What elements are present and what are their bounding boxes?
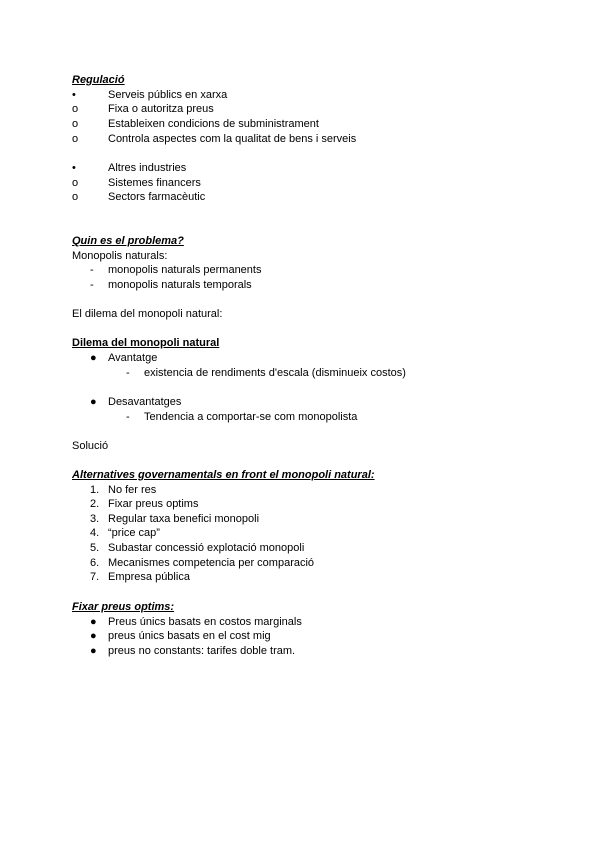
heading-fixar-preus: Fixar preus optims: (72, 601, 175, 613)
list-item: Fixar preus optims (108, 498, 199, 510)
list-number: 2. (90, 498, 100, 510)
list-number: 7. (90, 571, 100, 583)
list-item: preus únics basats en el cost mig (108, 630, 271, 642)
list-item: Sistemes financers (108, 177, 201, 189)
bullet-icon: ● (90, 616, 97, 628)
bullet-icon: ● (90, 396, 97, 408)
heading-problema: Quin es el problema? (72, 235, 184, 247)
list-item: Preus únics basats en costos marginals (108, 616, 302, 628)
bullet-icon: ● (90, 352, 97, 364)
list-item: Serveis públics en xarxa (108, 89, 228, 101)
list-marker: o (72, 133, 79, 145)
list-item: Regular taxa benefici monopoli (108, 513, 260, 525)
list-item: Fixa o autoritza preus (108, 103, 214, 115)
list-item: preus no constants: tarifes doble tram. (108, 645, 296, 657)
list-item: Subastar concessió explotació monopoli (108, 542, 305, 554)
list-marker: - (126, 411, 130, 423)
list-item: existencia de rendiments d'escala (disminueix costos) (144, 367, 406, 379)
list-marker: - (126, 367, 130, 379)
list-item: Altres industries (108, 162, 187, 174)
list-number: 3. (90, 513, 100, 525)
list-number: 4. (90, 527, 100, 539)
list-item: Controla aspectes com la qualitat de bens i serveis (108, 133, 357, 145)
list-item: Desavantatges (108, 396, 182, 408)
list-item: No fer res (108, 484, 157, 496)
list-item: monopolis naturals temporals (108, 279, 252, 291)
list-item: Tendencia a comportar-se com monopolista (144, 411, 358, 423)
list-number: 1. (90, 484, 100, 496)
list-marker: - (90, 279, 94, 291)
paragraph: Monopolis naturals: (72, 250, 168, 262)
list-marker: o (72, 191, 79, 203)
list-item: Sectors farmacèutic (108, 191, 206, 203)
list-marker: o (72, 103, 79, 115)
list-marker: o (72, 118, 79, 130)
list-item: Estableixen condicions de subministrament (108, 118, 319, 130)
heading-dilema: Dilema del monopoli natural (72, 337, 220, 349)
list-number: 6. (90, 557, 100, 569)
heading-regulacio: Regulació (72, 74, 125, 86)
bullet-icon: ● (90, 645, 97, 657)
list-number: 5. (90, 542, 100, 554)
list-item: “price cap” (108, 527, 160, 539)
list-marker: • (72, 89, 76, 101)
list-item: Mecanismes competencia per comparació (108, 557, 315, 569)
list-item: Avantatge (108, 352, 158, 364)
heading-alternatives: Alternatives governamentals en front el monopoli natural: (72, 469, 375, 481)
paragraph: Solució (72, 440, 109, 452)
list-marker: - (90, 264, 94, 276)
list-item: monopolis naturals permanents (108, 264, 262, 276)
bullet-icon: ● (90, 630, 97, 642)
paragraph: El dilema del monopoli natural: (72, 308, 223, 320)
list-marker: o (72, 177, 79, 189)
list-marker: • (72, 162, 76, 174)
list-item: Empresa pública (108, 571, 190, 583)
